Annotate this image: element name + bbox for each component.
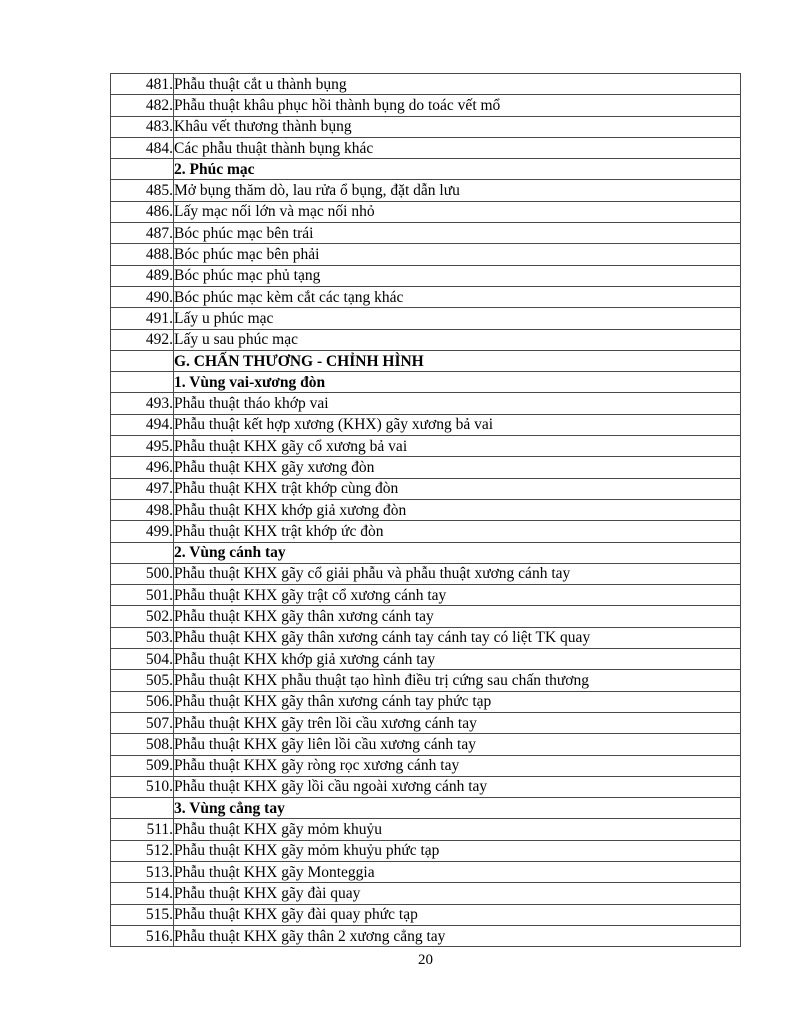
procedure-name-cell: Phẫu thuật KHX gãy liên lồi cầu xương cánh tay bbox=[174, 734, 741, 755]
procedure-name-cell: Phẫu thuật kết hợp xương (KHX) gãy xương bả vai bbox=[174, 414, 741, 435]
procedure-name-cell: Phẫu thuật KHX gãy mỏm khuỷu phức tạp bbox=[174, 840, 741, 861]
row-number-cell: 500. bbox=[111, 563, 174, 584]
table-row bbox=[111, 798, 741, 819]
table-row bbox=[111, 457, 741, 478]
table-row bbox=[111, 563, 741, 584]
row-number-cell: 494. bbox=[111, 414, 174, 435]
procedure-name-cell: Khâu vết thương thành bụng bbox=[174, 116, 741, 137]
procedure-name-cell: Phẫu thuật KHX trật khớp ức đòn bbox=[174, 521, 741, 542]
table-row bbox=[111, 883, 741, 904]
table-row bbox=[111, 116, 741, 137]
procedure-name-cell: Phẫu thuật KHX gãy thân xương cánh tay bbox=[174, 606, 741, 627]
procedure-name-cell: Phẫu thuật KHX gãy thân xương cánh tay phức tạp bbox=[174, 691, 741, 712]
row-number-cell: 505. bbox=[111, 670, 174, 691]
table-row bbox=[111, 137, 741, 158]
table-row bbox=[111, 201, 741, 222]
row-number-cell bbox=[111, 350, 174, 371]
table-row bbox=[111, 159, 741, 180]
section-header-cell: 3. Vùng cẳng tay bbox=[174, 798, 741, 819]
procedure-name-cell: Phẫu thuật KHX gãy mỏm khuỷu bbox=[174, 819, 741, 840]
procedure-name-cell: Phẫu thuật KHX gãy đài quay phức tạp bbox=[174, 904, 741, 925]
row-number-cell: 490. bbox=[111, 286, 174, 307]
table-row bbox=[111, 755, 741, 776]
table-row bbox=[111, 223, 741, 244]
procedure-name-cell: Phẫu thuật KHX gãy ròng rọc xương cánh tay bbox=[174, 755, 741, 776]
procedure-name-cell: Phẫu thuật KHX trật khớp cùng đòn bbox=[174, 478, 741, 499]
procedure-name-cell: Phẫu thuật KHX gãy cổ giải phẫu và phẫu thuật xương cánh tay bbox=[174, 563, 741, 584]
row-number-cell: 514. bbox=[111, 883, 174, 904]
row-number-cell: 508. bbox=[111, 734, 174, 755]
procedure-name-cell: Phẫu thuật KHX gãy đài quay bbox=[174, 883, 741, 904]
table-row bbox=[111, 478, 741, 499]
table-row bbox=[111, 542, 741, 563]
table-row bbox=[111, 734, 741, 755]
row-number-cell: 513. bbox=[111, 861, 174, 882]
table-row bbox=[111, 925, 741, 946]
row-number-cell: 510. bbox=[111, 776, 174, 797]
section-header-cell: 2. Phúc mạc bbox=[174, 159, 741, 180]
procedure-name-cell: Bóc phúc mạc bên trái bbox=[174, 223, 741, 244]
row-number-cell bbox=[111, 159, 174, 180]
procedure-name-cell: Bóc phúc mạc phủ tạng bbox=[174, 265, 741, 286]
row-number-cell: 488. bbox=[111, 244, 174, 265]
row-number-cell: 486. bbox=[111, 201, 174, 222]
row-number-cell: 507. bbox=[111, 712, 174, 733]
row-number-cell bbox=[111, 798, 174, 819]
procedure-name-cell: Phẫu thuật KHX khớp giả xương cánh tay bbox=[174, 649, 741, 670]
table-row bbox=[111, 95, 741, 116]
procedure-name-cell: Phẫu thuật KHX gãy trên lồi cầu xương cánh tay bbox=[174, 712, 741, 733]
table-row bbox=[111, 180, 741, 201]
procedure-name-cell: Phẫu thuật KHX gãy trật cổ xương cánh tay bbox=[174, 585, 741, 606]
table-row bbox=[111, 840, 741, 861]
row-number-cell: 489. bbox=[111, 265, 174, 286]
table-row bbox=[111, 329, 741, 350]
procedure-name-cell: Phẫu thuật khâu phục hồi thành bụng do toác vết mổ bbox=[174, 95, 741, 116]
table-row bbox=[111, 585, 741, 606]
procedure-name-cell: Mở bụng thăm dò, lau rửa ổ bụng, đặt dẫn lưu bbox=[174, 180, 741, 201]
table-row bbox=[111, 776, 741, 797]
table-row bbox=[111, 286, 741, 307]
table-row bbox=[111, 308, 741, 329]
row-number-cell bbox=[111, 372, 174, 393]
procedure-name-cell: Phẫu thuật KHX gãy lồi cầu ngoài xương cánh tay bbox=[174, 776, 741, 797]
table-row bbox=[111, 627, 741, 648]
procedure-name-cell: Bóc phúc mạc bên phải bbox=[174, 244, 741, 265]
procedure-name-cell: Phẫu thuật KHX gãy thân xương cánh tay cánh tay có liệt TK quay bbox=[174, 627, 741, 648]
table-row bbox=[111, 712, 741, 733]
table-row bbox=[111, 691, 741, 712]
row-number-cell: 497. bbox=[111, 478, 174, 499]
row-number-cell: 496. bbox=[111, 457, 174, 478]
table-row bbox=[111, 499, 741, 520]
procedure-name-cell: Phẫu thuật KHX gãy xương đòn bbox=[174, 457, 741, 478]
row-number-cell: 511. bbox=[111, 819, 174, 840]
procedure-name-cell: Bóc phúc mạc kèm cắt các tạng khác bbox=[174, 286, 741, 307]
table-row bbox=[111, 265, 741, 286]
row-number-cell: 482. bbox=[111, 95, 174, 116]
row-number-cell: 512. bbox=[111, 840, 174, 861]
row-number-cell: 504. bbox=[111, 649, 174, 670]
procedure-name-cell: Phẫu thuật KHX khớp giả xương đòn bbox=[174, 499, 741, 520]
row-number-cell: 487. bbox=[111, 223, 174, 244]
procedure-name-cell: Phẫu thuật KHX phẫu thuật tạo hình điều trị cứng sau chấn thương bbox=[174, 670, 741, 691]
row-number-cell: 492. bbox=[111, 329, 174, 350]
procedure-name-cell: Phẫu thuật tháo khớp vai bbox=[174, 393, 741, 414]
row-number-cell: 502. bbox=[111, 606, 174, 627]
row-number-cell: 516. bbox=[111, 925, 174, 946]
table-row bbox=[111, 861, 741, 882]
procedures-table-body bbox=[111, 74, 741, 947]
row-number-cell: 484. bbox=[111, 137, 174, 158]
table-row bbox=[111, 649, 741, 670]
row-number-cell: 506. bbox=[111, 691, 174, 712]
row-number-cell: 483. bbox=[111, 116, 174, 137]
row-number-cell: 501. bbox=[111, 585, 174, 606]
procedure-name-cell: Các phẫu thuật thành bụng khác bbox=[174, 137, 741, 158]
row-number-cell: 485. bbox=[111, 180, 174, 201]
table-row bbox=[111, 244, 741, 265]
row-number-cell: 509. bbox=[111, 755, 174, 776]
table-row bbox=[111, 904, 741, 925]
table-row bbox=[111, 521, 741, 542]
row-number-cell: 499. bbox=[111, 521, 174, 542]
page-number: 20 bbox=[418, 952, 433, 968]
row-number-cell: 481. bbox=[111, 74, 174, 95]
procedure-name-cell: Lấy u sau phúc mạc bbox=[174, 329, 741, 350]
row-number-cell: 491. bbox=[111, 308, 174, 329]
procedure-name-cell: Lấy mạc nối lớn và mạc nối nhỏ bbox=[174, 201, 741, 222]
section-header-cell: 2. Vùng cánh tay bbox=[174, 542, 741, 563]
table-row bbox=[111, 606, 741, 627]
table-row bbox=[111, 414, 741, 435]
procedure-name-cell: Phẫu thuật KHX gãy thân 2 xương cẳng tay bbox=[174, 925, 741, 946]
row-number-cell: 495. bbox=[111, 436, 174, 457]
row-number-cell: 498. bbox=[111, 499, 174, 520]
procedure-name-cell: Phẫu thuật KHX gãy Monteggia bbox=[174, 861, 741, 882]
section-header-cell: 1. Vùng vai-xương đòn bbox=[174, 372, 741, 393]
row-number-cell: 515. bbox=[111, 904, 174, 925]
procedures-table bbox=[110, 73, 741, 947]
procedure-name-cell: Phẫu thuật KHX gãy cổ xương bả vai bbox=[174, 436, 741, 457]
row-number-cell bbox=[111, 542, 174, 563]
table-row bbox=[111, 436, 741, 457]
table-row bbox=[111, 819, 741, 840]
row-number-cell: 493. bbox=[111, 393, 174, 414]
section-header-cell: G. CHẤN THƯƠNG - CHỈNH HÌNH bbox=[174, 350, 741, 371]
table-row bbox=[111, 74, 741, 95]
table-row bbox=[111, 350, 741, 371]
procedure-name-cell: Phẫu thuật cắt u thành bụng bbox=[174, 74, 741, 95]
procedure-name-cell: Lấy u phúc mạc bbox=[174, 308, 741, 329]
table-row bbox=[111, 372, 741, 393]
table-row bbox=[111, 393, 741, 414]
row-number-cell: 503. bbox=[111, 627, 174, 648]
table-row bbox=[111, 670, 741, 691]
